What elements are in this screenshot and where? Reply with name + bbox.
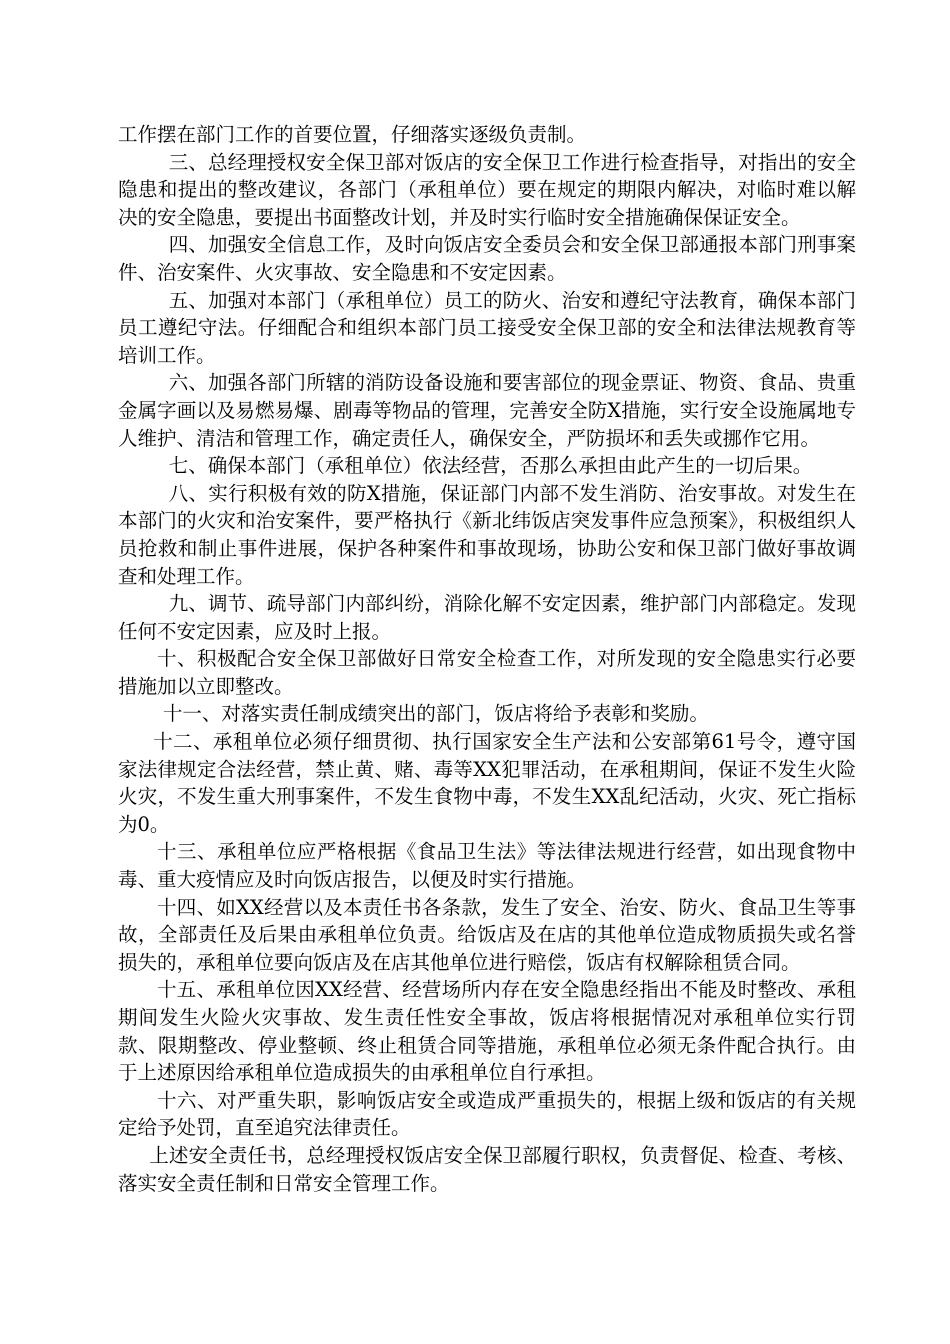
paragraph-item-11: 十一、对落实责任制成绩突出的部门，饭店将给予表彰和奖励。 (162, 702, 709, 726)
paragraph-item-6: 六、加强各部门所辖的消防设备设施和要害部位的现金票证、物资、食品、贵重金属字画以及易燃易爆、剧毒等物品的管理，完善安全防X措施，实行安全设施属地专人维护、清洁和管理工作，确定责任人，确保安全，严防损坏和丢失或挪作它用。 (118, 371, 856, 450)
paragraph-closing: 上述安全责任书，总经理授权饭店安全保卫部履行职权，负责督促、检查、考核、落实安全责任制和日常安全管理工作。 (118, 1143, 856, 1195)
paragraph-item-8: 八、实行积极有效的防X措施，保证部门内部不发生消防、治安事故。对发生在本部门的火灾和治安案件，要严格执行《新北纬饭店突发事件应急预案》，积极组织人员抢救和制止事件进展，保护各种案件和事故现场，协助公安和保卫部门做好事故调查和处理工作。 (118, 481, 856, 588)
paragraph-item-5: 五、加强对本部门（承租单位）员工的防火、治安和遵纪守法教育，确保本部门员工遵纪守法。仔细配合和组织本部门员工接受安全保卫部的安全和法律法规教育等培训工作。 (118, 288, 856, 367)
document-body (118, 121, 856, 1197)
paragraph-item-4: 四、加强安全信息工作，及时向饭店安全委员会和安全保卫部通报本部门刑事案件、治安案件、火灾事故、安全隐患和不安定因素。 (118, 233, 856, 284)
paragraph-item-16: 十六、对严重失职，影响饭店安全或造成严重损失的，根据上级和饭店的有关规定给予处罚，直至追究法律责任。 (118, 1088, 856, 1140)
paragraph-item-7: 七、确保本部门（承租单位）依法经营，否那么承担由此产生的一切后果。 (168, 454, 813, 478)
paragraph-item-3: 三、总经理授权安全保卫部对饭店的安全保卫工作进行检查指导，对指出的安全隐患和提出的整改建议，各部门（承租单位）要在规定的期限内解决，对临时难以解决的安全隐患，要提出书面整改计划，并及时实行临时安全措施确保保证安全。 (118, 150, 856, 229)
paragraph-continuation: 工作摆在部门工作的首要位置，仔细落实逐级负责制。 (118, 123, 587, 146)
paragraph-item-12: 十二、承租单位必须仔细贯彻、执行国家安全生产法和公安部第61号令，遵守国家法律规定合法经营，禁止黄、赌、毒等XX犯罪活动，在承租期间，保证不发生火险火灾，不发生重大刑事案件，不发生食物中毒，不发生XX乱纪活动，火灾、死亡指标为0。 (118, 730, 856, 836)
paragraph-item-9: 九、调节、疏导部门内部纠纷，消除化解不安定因素，维护部门内部稳定。发现任何不安定因素，应及时上报。 (118, 592, 856, 643)
paragraph-item-15: 十五、承租单位因XX经营、经营场所内存在安全隐患经指出不能及时整改、承租期间发生火险火灾事故、发生责任性安全事故，饭店将根据情况对承租单位实行罚款、限期整改、停业整顿、终止租赁合同等措施，承租单位必须无条件配合执行。由于上述原因给承租单位造成损失的由承租单位自行承担。 (118, 978, 856, 1085)
paragraph-item-14: 十四、如XX经营以及本责任书各条款，发生了安全、治安、防火、食品卫生等事故，全部责任及后果由承租单位负责。给饭店及在店的其他单位造成物质损失或名誉损失的，承租单位要向饭店及在店其他单位进行赔偿，饭店有权解除租赁合同。 (118, 895, 856, 974)
paragraph-item-10: 十、积极配合安全保卫部做好日常安全检查工作，对所发现的安全隐患实行必要措施加以立即整改。 (118, 647, 856, 698)
paragraph-item-13: 十三、承租单位应严格根据《食品卫生法》等法律法规进行经营，如出现食物中毒、重大疫情应及时向饭店报告，以便及时实行措施。 (118, 840, 856, 892)
